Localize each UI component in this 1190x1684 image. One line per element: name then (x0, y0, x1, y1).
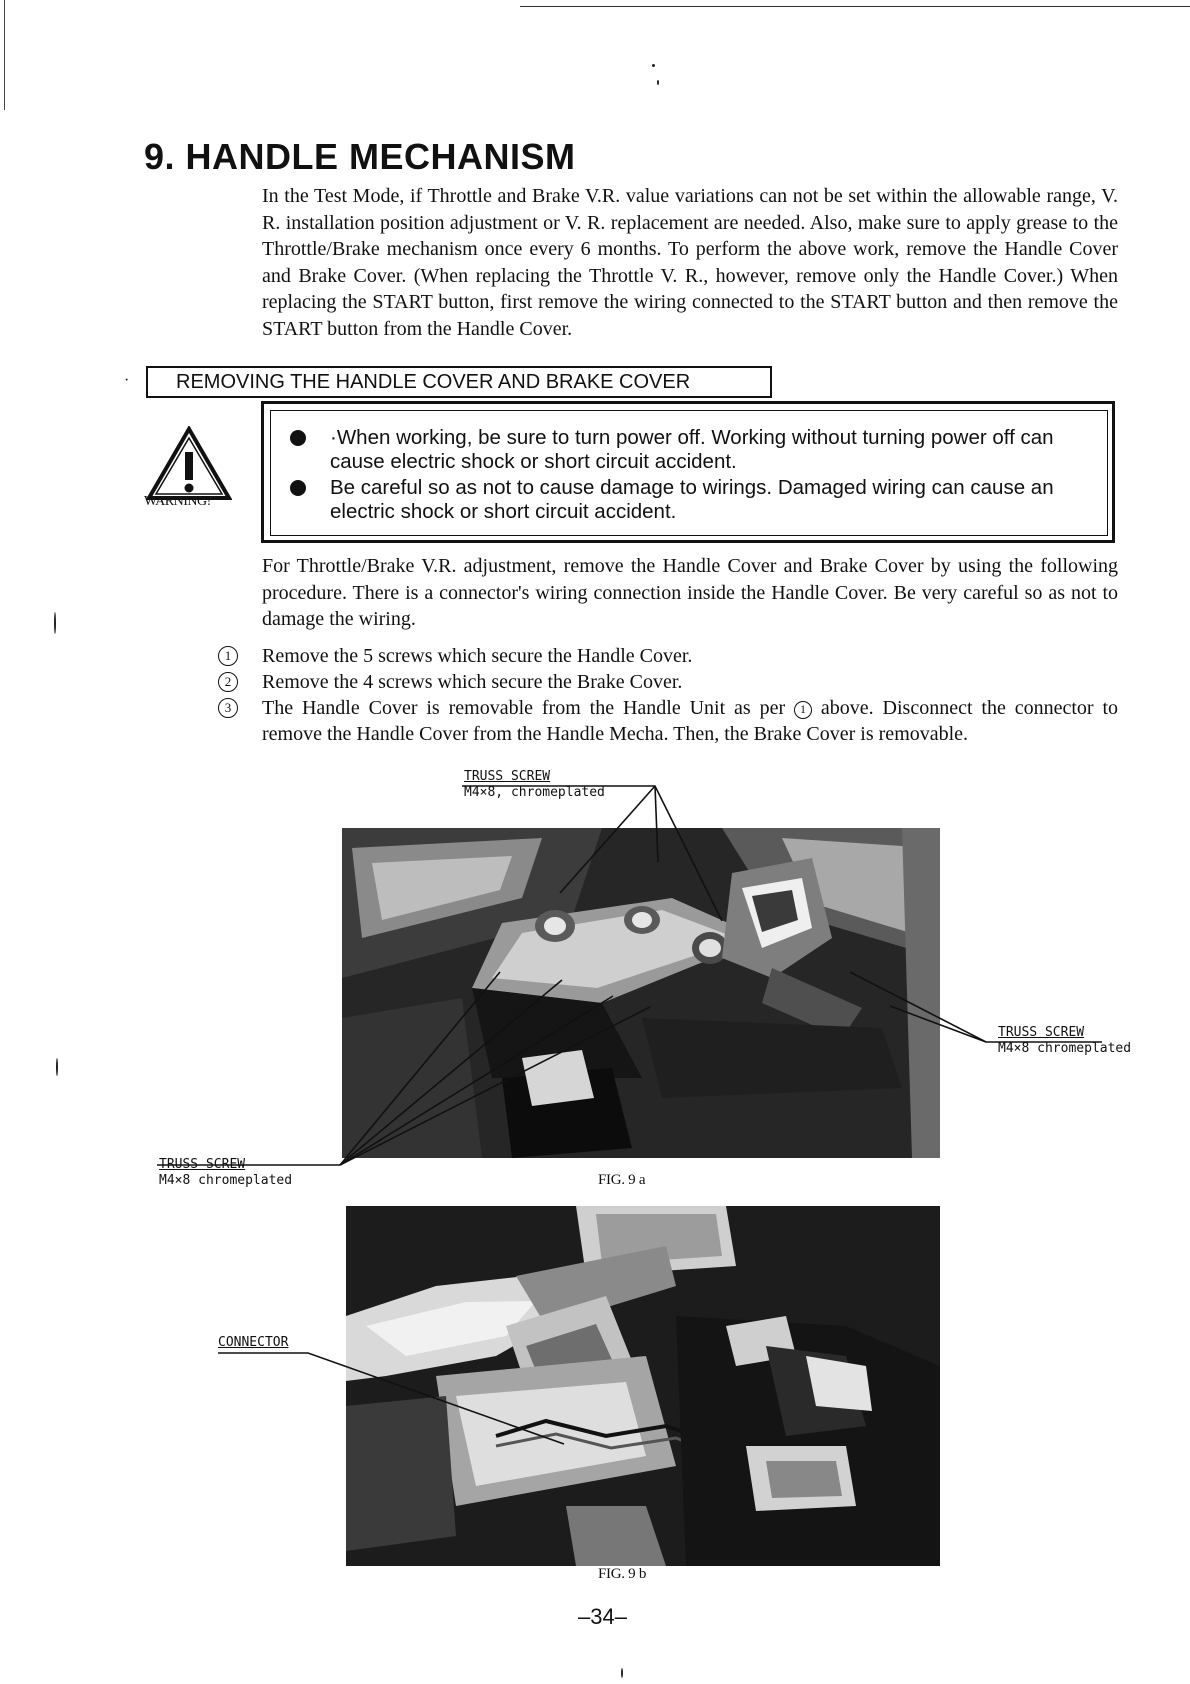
callout-name: TRUSS SCREW (998, 1025, 1085, 1040)
warning-item-text: ·When working, be sure to turn power off. Working without turning power off can cause electric shock or short circuit accident. (330, 426, 1054, 473)
step-text-after: above. Disconnect the connector to remove the Handle Cover from the Handle Mecha. Then, the Brake Cover is removable. (262, 697, 1119, 745)
callout-name: TRUSS SCREW (464, 769, 551, 784)
fig-9b-caption: FIG. 9 b (598, 1566, 647, 1582)
section-title: 9. HANDLE MECHANISM (144, 136, 576, 177)
step-text-before: The Handle Cover is removable from the Handle Unit as per (262, 697, 786, 719)
step-number-icon: 1 (218, 646, 238, 666)
subsection-marker: · (124, 372, 130, 389)
callout-name: TRUSS SCREW (159, 1157, 246, 1172)
fig-9b-callout-connector (218, 1335, 288, 1351)
step-text: Remove the 4 screws which secure the Brake Cover. (262, 671, 683, 693)
procedure-paragraph: For Throttle/Brake V.R. adjustment, remove the Handle Cover and Brake Cover by using the following procedure. There is a connector's wiring connection inside the Handle Cover. Be very careful so as not to damage the wiring. (262, 555, 1118, 630)
step-number-icon: 3 (218, 698, 238, 718)
callout-spec: M4×8, chromeplated (464, 785, 605, 800)
warning-label: WARNING! (144, 494, 211, 509)
step-text: Remove the 5 screws which secure the Handle Cover. (262, 645, 693, 667)
callout-spec: M4×8 chromeplated (159, 1173, 293, 1188)
page-number: –34– (578, 1604, 627, 1629)
step-reference-icon: 1 (794, 701, 812, 719)
intro-paragraph: In the Test Mode, if Throttle and Brake V.R. value variations can not be set within the allowable range, V. R. installation position adjustment or V. R. replacement are needed. Also, make sure to apply grease to the Throttle/Brake mechanism once every 6 months. To perform the above work, remove the Handle Cover and Brake Cover. (When replacing the Throttle V. R., however, remove only the Handle Cover.) When replacing the START button, first remove the wiring connected to the START button and then remove the START button from the Handle Cover. (262, 185, 1118, 340)
fig-9a-caption: FIG. 9 a (598, 1172, 646, 1188)
warning-item-text: Be careful so as not to cause damage to wirings. Damaged wiring can cause an electric shock or short circuit accident. (330, 476, 1054, 523)
step-number-icon: 2 (218, 672, 238, 692)
subsection-heading: REMOVING THE HANDLE COVER AND BRAKE COVER (146, 366, 772, 398)
callout-spec: M4×8 chromeplated (998, 1041, 1132, 1056)
callout-name: CONNECTOR (218, 1335, 289, 1350)
